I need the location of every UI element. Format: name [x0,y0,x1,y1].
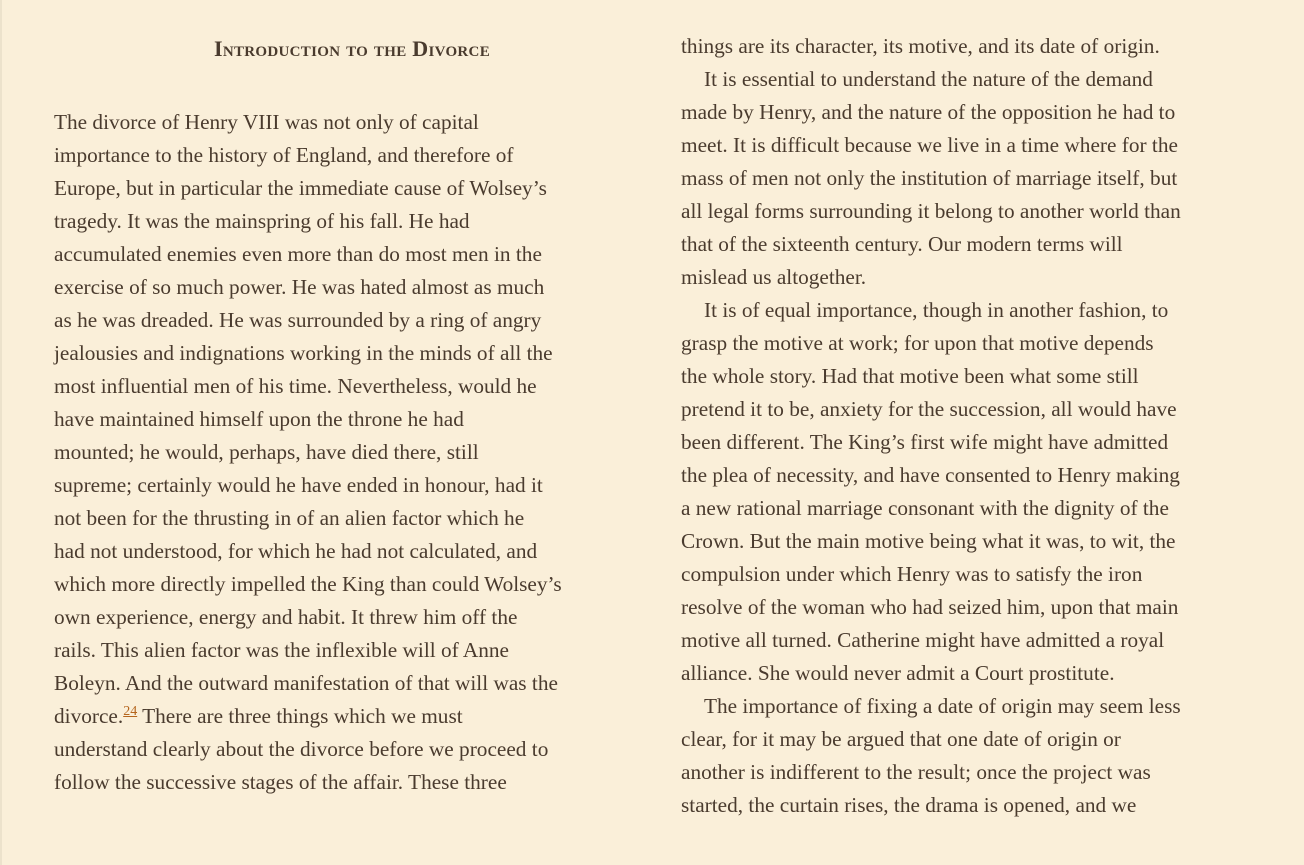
paragraph-4: The importance of fixing a date of origin may seem less clear, for it may be argued that one date of origin or another is indifferent to the result; once the project was started, the curtain rises, the drama is opened, and we [681,694,1181,817]
left-page [54,0,630,799]
paragraph-1-continuation: things are its character, its motive, and its date of origin. [681,34,1160,58]
paragraph-1 [54,106,630,799]
footnote-link-24[interactable]: 24 [123,703,138,719]
right-page [681,30,1257,822]
paragraph-1-text: The divorce of Henry VIII was not only of capital importance to the history of England, and therefore of Europe, but in particular the immediate cause of Wolsey’s tragedy. It was the mainspring of his fall. He had accumulated enemies even more than do most men in the exercise of so much power. He was hated almost as much as he was dreaded. He was surrounded by a ring of angry jealousies and indignations working in the minds of all the most influential men of his time. Nevertheless, would he have maintained himself upon the throne he had mounted; he would, perhaps, have died there, still supreme; certainly would he have ended in honour, had it not been for the thrusting in of an alien factor which he had not understood, for which he had not calculated, and which more directly impelled the King than could Wolsey’s own experience, energy and habit. It threw him off the rails. This alien factor was the inflexible will of Anne Boleyn. And the outward manifestation of that will was the divorce. [54,110,562,728]
paragraph-2: It is essential to understand the nature of the demand made by Henry, and the nature of the opposition he had to meet. It is difficult because we live in a time where for the mass of men not only the institution of marriage itself, but all legal forms surrounding it belong to another world than that of the sixteenth century. Our modern terms will mislead us altogether. [681,67,1181,289]
chapter-title: Introduction to the Divorce [213,36,490,61]
paragraph-1-text-continued: There are three things which we must understand clearly about the divorce before we proceed to follow the successive stages of the affair. These three [54,704,549,794]
paragraph-3: It is of equal importance, though in another fashion, to grasp the motive at work; for upon that motive depends the whole story. Had that motive been what some still pretend it to be, anxiety for the succession, all would have been different. The King’s first wife might have admitted the plea of necessity, and have consented to Henry making a new rational marriage consonant with the dignity of the Crown. But the main motive being what it was, to wit, the compulsion under which Henry was to satisfy the iron resolve of the woman who had seized him, upon that main motive all turned. Catherine might have admitted a royal alliance. She would never admit a Court prostitute. [681,298,1180,685]
